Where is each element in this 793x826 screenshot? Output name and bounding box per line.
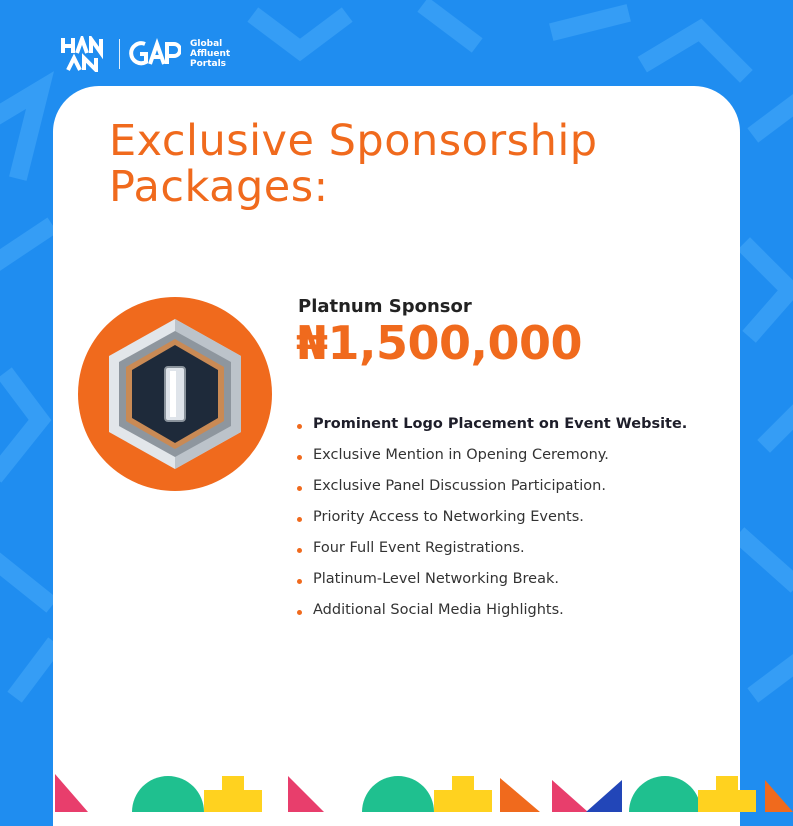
bullet-icon xyxy=(297,455,302,460)
page-title: Exclusive Sponsorship Packages: xyxy=(109,116,598,212)
header-logos xyxy=(60,36,230,72)
benefit-text: Four Full Event Registrations. xyxy=(313,539,525,556)
package-price: ₦1,500,000 xyxy=(296,316,583,370)
gap-company-name xyxy=(190,39,230,69)
benefit-item xyxy=(297,594,687,625)
platinum-badge-icon xyxy=(78,297,272,491)
logo-divider xyxy=(119,39,120,69)
benefit-item xyxy=(297,470,687,501)
benefit-text: Platinum-Level Networking Break. xyxy=(313,570,559,587)
bullet-icon xyxy=(297,548,302,553)
bullet-icon xyxy=(297,610,302,615)
benefit-text: Prominent Logo Placement on Event Website. xyxy=(313,415,688,432)
han-logo-icon xyxy=(60,36,110,72)
benefit-item xyxy=(297,563,687,594)
gap-logo-icon xyxy=(129,36,181,72)
package-name: Platnum Sponsor xyxy=(298,296,472,317)
benefit-item xyxy=(297,439,687,470)
benefit-text: Exclusive Panel Discussion Participation. xyxy=(313,477,606,494)
bullet-icon xyxy=(297,486,302,491)
benefit-item xyxy=(297,408,687,439)
bullet-icon xyxy=(297,579,302,584)
benefit-text: Priority Access to Networking Events. xyxy=(313,508,584,525)
bullet-icon xyxy=(297,517,302,522)
benefit-text: Additional Social Media Highlights. xyxy=(313,601,564,618)
benefit-item xyxy=(297,501,687,532)
bullet-icon xyxy=(297,424,302,429)
benefit-item xyxy=(297,532,687,563)
gap-name-line: Global xyxy=(190,39,223,49)
benefit-text: Exclusive Mention in Opening Ceremony. xyxy=(313,446,609,463)
gap-name-line: Portals xyxy=(190,59,227,69)
benefits-list xyxy=(297,408,687,625)
decorative-shapes xyxy=(0,770,793,812)
gap-name-line: Affluent xyxy=(190,49,231,59)
